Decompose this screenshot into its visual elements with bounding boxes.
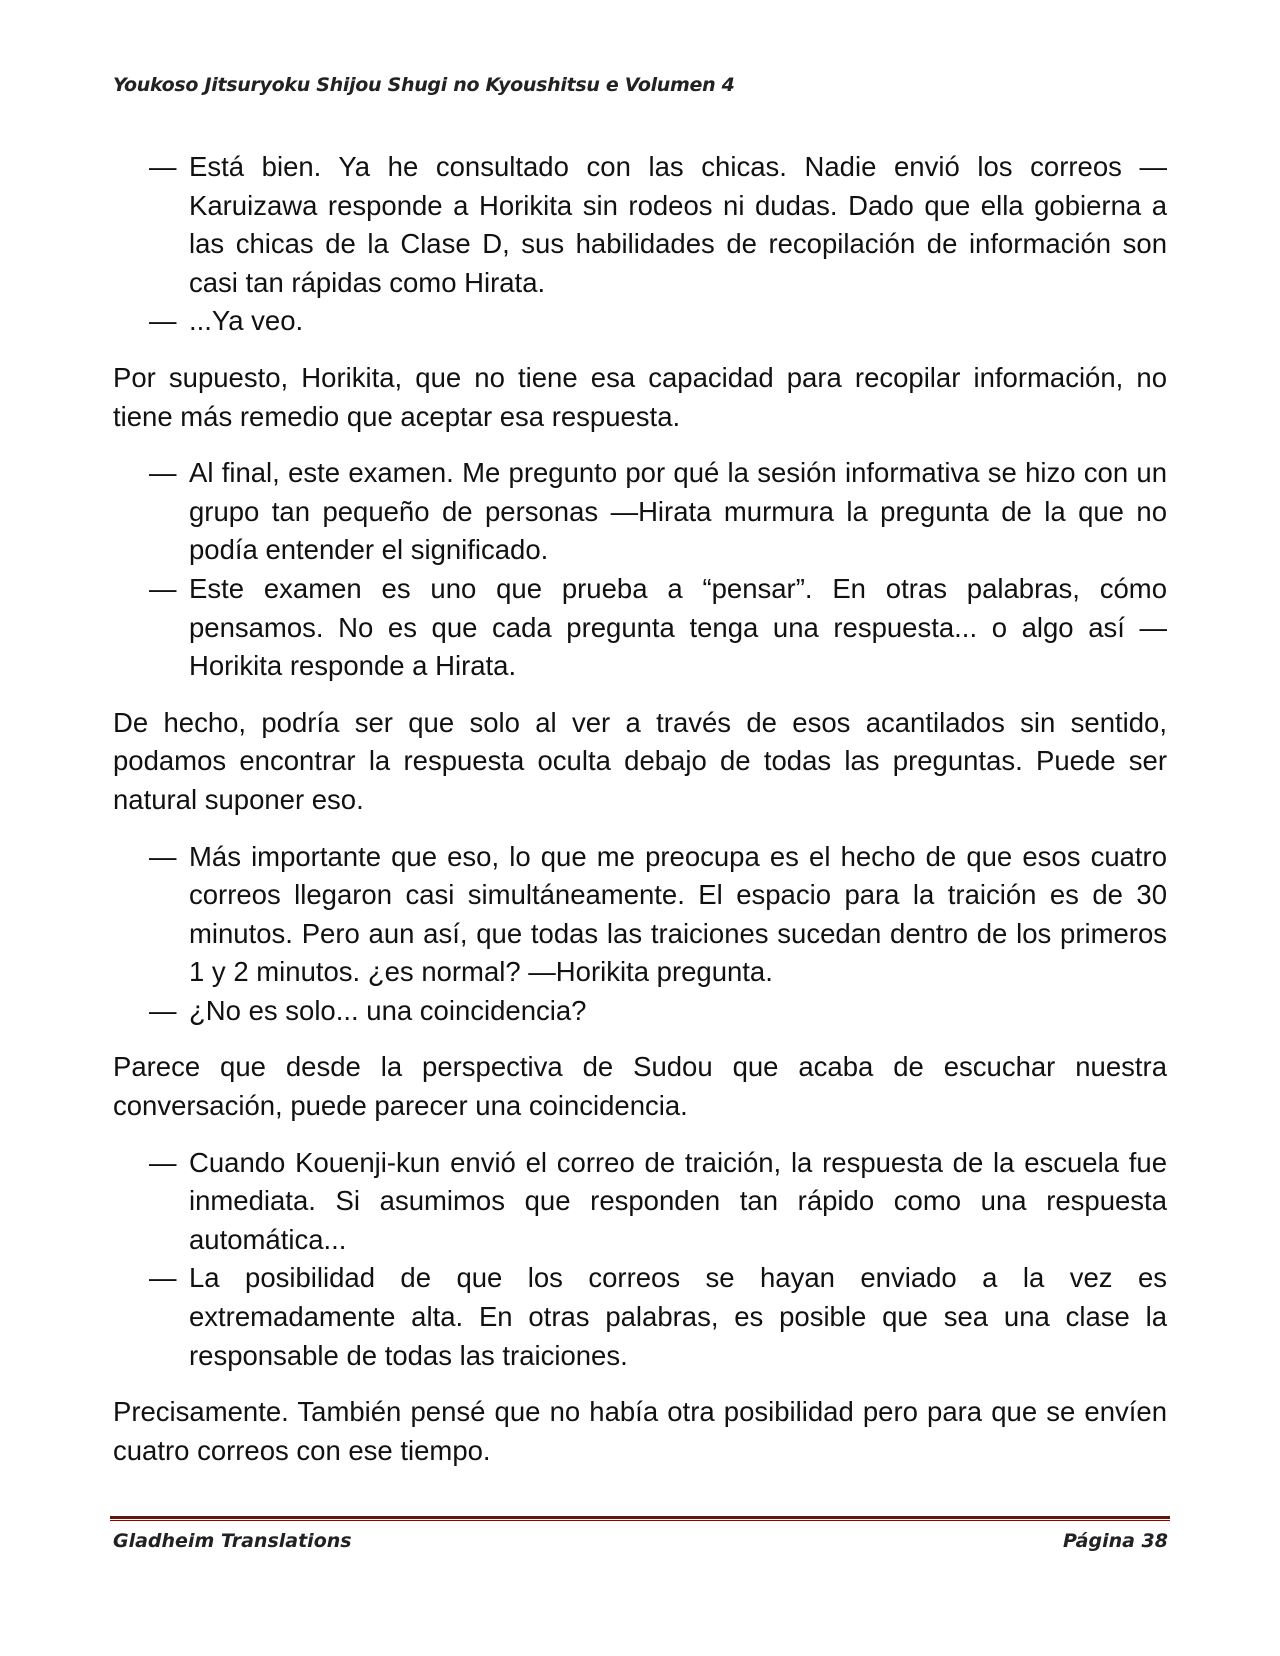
dialogue-text: ...Ya veo. [189,305,304,337]
narration-paragraph: Parece que desde la perspectiva de Sudou que acaba de escuchar nuestra conversación, puede parecer una coincidencia. [113,1051,1167,1122]
dialogue-line [113,1144,1167,1260]
dialogue-dash: — [149,840,177,872]
narration-paragraph: De hecho, podría ser que solo al ver a través de esos acantilados sin sentido, podamos encontrar la respuesta oculta debajo de todas las preguntas. Puede ser natural suponer eso. [113,706,1167,815]
header-title: Youkoso Jitsuryoku Shijou Shugi no Kyoushitsu e Volumen 4 [113,74,735,96]
dialogue-dash: — [149,572,177,604]
dialogue-text: ¿No es solo... una coincidencia? [189,994,587,1026]
page-number: Página 38 [1062,1530,1168,1552]
dialogue-line [113,302,1167,341]
dialogue-dash: — [149,305,177,337]
footer-credit: Gladheim Translations [113,1530,352,1552]
dialogue-text: La posibilidad de que los correos se hayan enviado a la vez es extremadamente alta. En otras palabras, es posible que sea una clase la responsable de todas las traiciones. [189,1262,1167,1371]
dialogue-dash: — [149,457,177,489]
dialogue-text: Está bien. Ya he consultado con las chicas. Nadie envió los correos — Karuizawa responde a Horikita sin rodeos ni dudas. Dado que ella gobierna a las chicas de la Clase D, sus habilidades de recopilación de información son casi tan rápidas como Hirata. [189,151,1167,298]
dialogue-text: Cuando Kouenji-kun envió el correo de traición, la respuesta de la escuela fue inmediata. Si asumimos que responden tan rápido como una respuesta automática... [189,1146,1167,1255]
footer-divider [110,1516,1170,1521]
dialogue-line [113,454,1167,570]
dialogue-line [113,570,1167,686]
dialogue-text: Más importante que eso, lo que me preocupa es el hecho de que esos cuatro correos llegaron casi simultáneamente. El espacio para la traición es de 30 minutos. Pero aun así, que todas las traiciones sucedan dentro de los primeros 1 y 2 minutos. ¿es normal? —Horikita pregunta. [189,840,1167,988]
dialogue-dash: — [149,994,177,1026]
dialogue-line [113,1259,1167,1375]
dialogue-line [113,838,1167,992]
narration-paragraph: Precisamente. También pensé que no había otra posibilidad pero para que se envíen cuatro correos con ese tiempo. [113,1396,1167,1466]
dialogue-dash: — [149,151,177,182]
dialogue-dash: — [149,1146,177,1178]
dialogue-line [113,992,1167,1031]
narration-paragraph: Por supuesto, Horikita, que no tiene esa capacidad para recopilar información, no tiene más remedio que aceptar esa respuesta. [113,361,1167,432]
page-body [113,148,1167,1488]
dialogue-dash: — [149,1262,177,1294]
dialogue-text: Al final, este examen. Me pregunto por qué la sesión informativa se hizo con un grupo tan pequeño de personas —Hirata murmura la pregunta de la que no podía entender el significado. [189,457,1167,566]
dialogue-line [113,148,1167,302]
dialogue-text: Este examen es uno que prueba a “pensar”. En otras palabras, cómo pensamos. No es que cada pregunta tenga una respuesta... o algo así — Horikita responde a Hirata. [189,572,1167,682]
